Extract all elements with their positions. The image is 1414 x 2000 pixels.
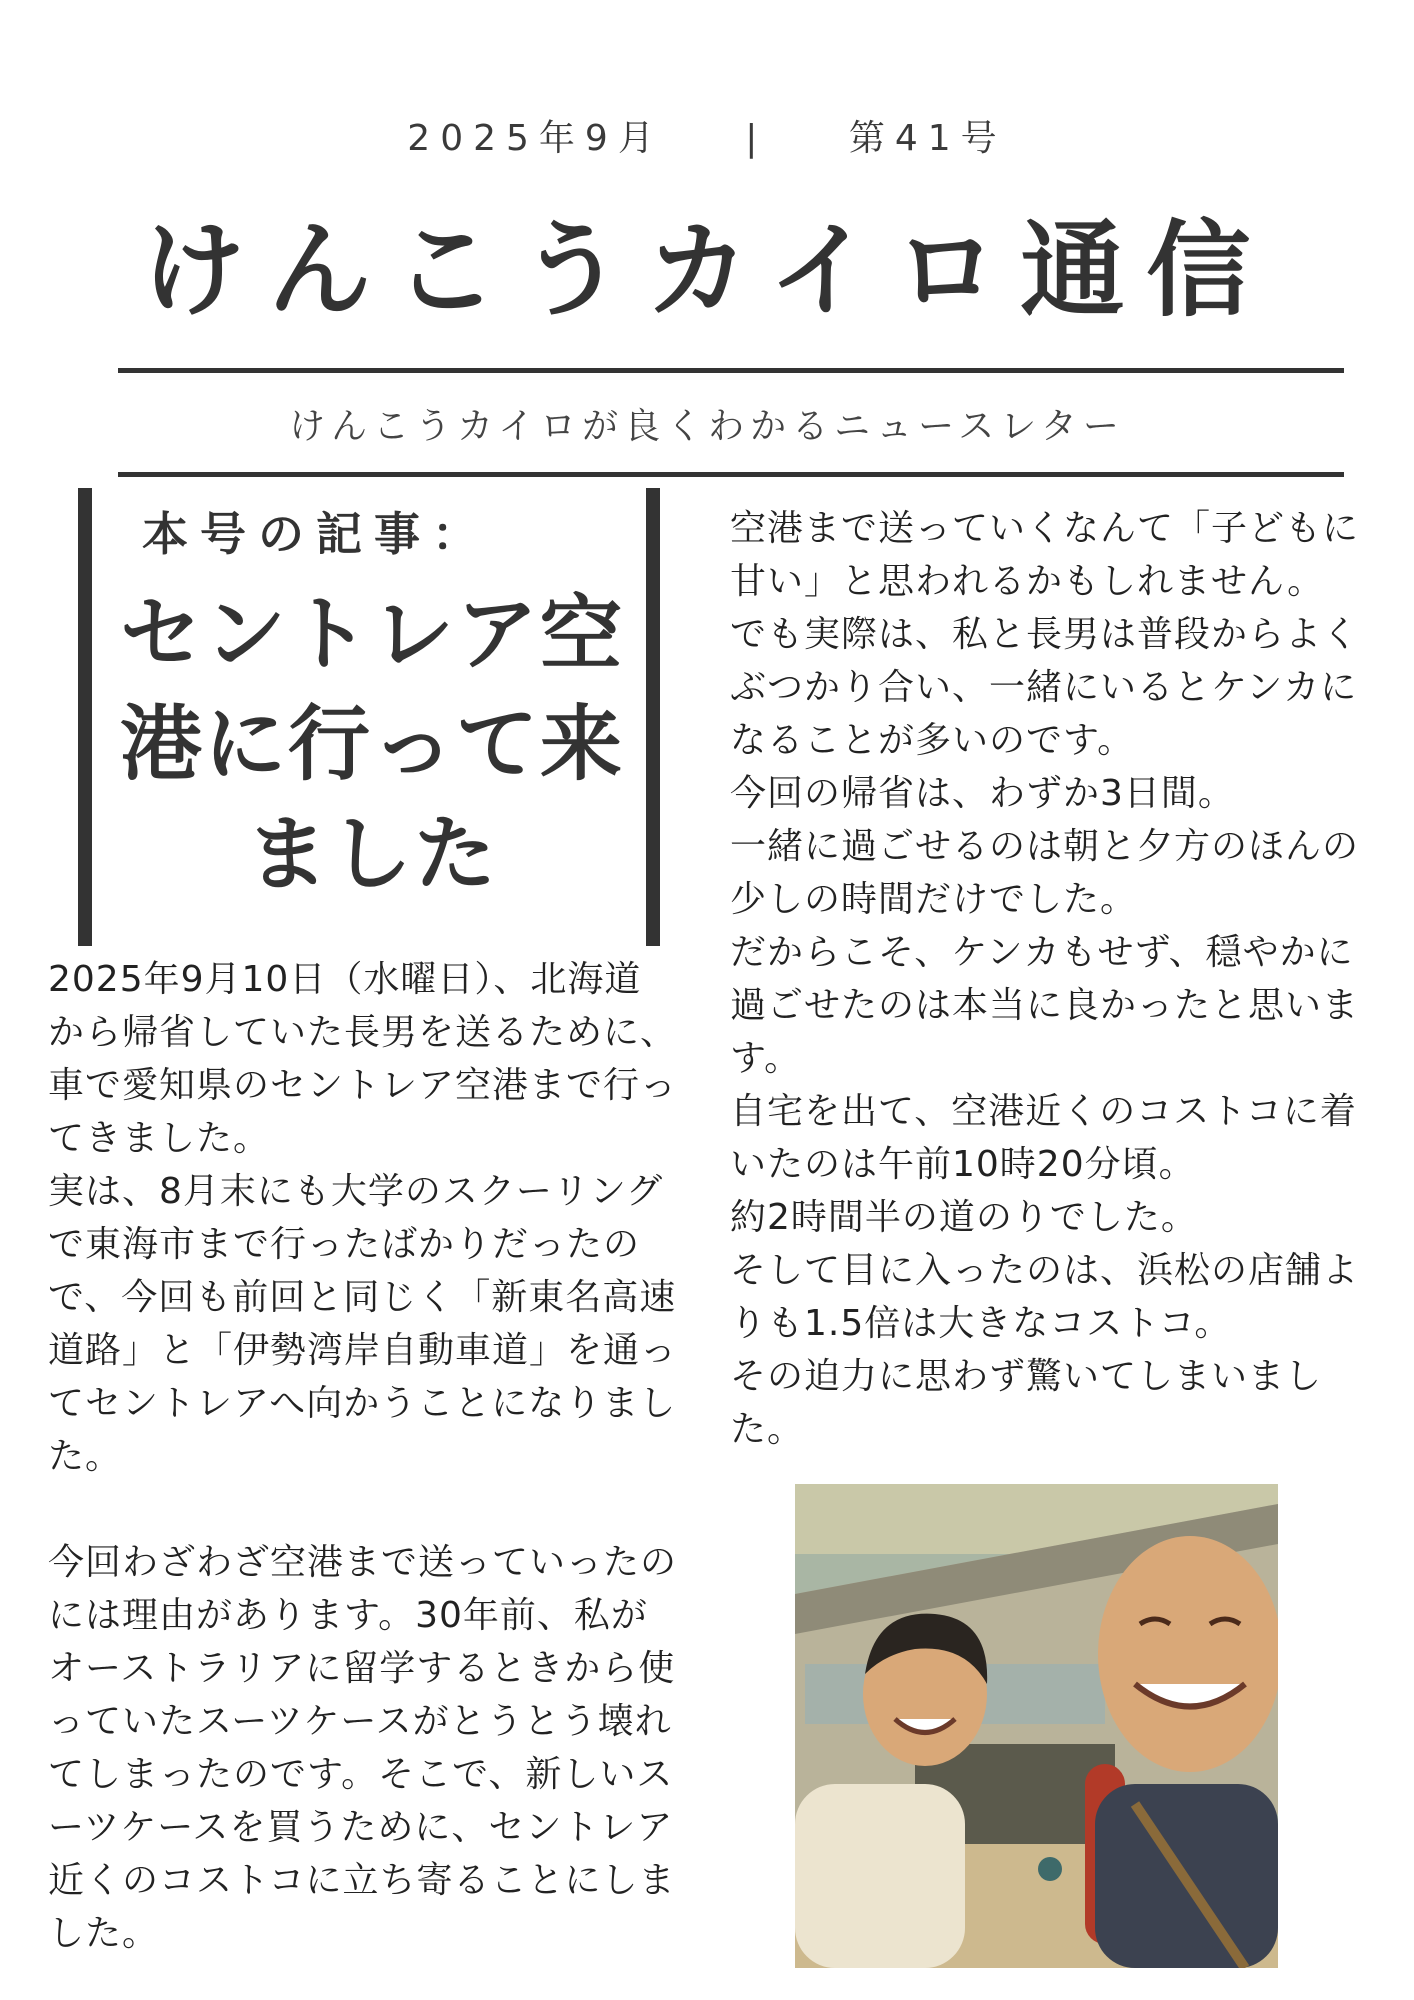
article-paragraph: 自宅を出て、空港近くのコストコに着いたのは午前10時20分頃。 [730,1091,1357,1185]
photo-illustration [795,1484,1278,1968]
feature-title-line: ました [245,807,498,902]
issue-date: 2025年9月 [407,118,664,159]
masthead-title: けんこうカイロ通信 [141,209,1273,331]
article-paragraph: 今回の帰省は、わずか3日間。 [730,773,1235,814]
article-paragraph: だからこそ、ケンカもせず、穏やかに過ごせたのは本当に良かったと思います。 [730,932,1360,1079]
article-paragraph: 今回わざわざ空港まで送っていったのには理由があります。30年前、私がオーストラリアに留学するときから使っていたスーツケースがとうとう壊れてしまったのです。そこで、新しいスーツケースを買うために、セントレア近くのコストコに立ち寄ることにしました。 [48,1542,678,1954]
article-paragraph: 空港まで送っていくなんて「子どもに甘い」と思われるかもしれません。でも実際は、私と長男は普段からよくぶつかり合い、一緒にいるとケンカになることが多いのです。 [730,508,1360,761]
issue-separator: | [745,118,768,159]
feature-box [78,488,660,946]
masthead-rule-bottom [118,472,1344,477]
issue-line [0,110,1414,161]
article-paragraph: 約2時間半の道のりでした。 [730,1197,1198,1238]
feature-title-line: 港に行って来 [119,697,624,792]
issue-number: 第41号 [848,118,1007,159]
right-column [730,502,1360,1456]
photo-illustration-svg [795,1484,1278,1968]
photo-old-man-face [1098,1536,1278,1772]
masthead-rule-top [118,368,1344,373]
paragraph-spacer [48,1483,678,1536]
left-column [48,953,678,1960]
newsletter-subtitle: けんこうカイロが良くわかるニュースレター [289,406,1125,447]
feature-label: 本号の記事： [142,507,490,561]
photo-child-figure [1038,1857,1062,1881]
article-paragraph: そして目に入ったのは、浜松の店舗よりも1.5倍は大きなコストコ。 [730,1250,1360,1344]
article-paragraph: 一緒に過ごせるのは朝と夕方のほんの少しの時間だけでした。 [730,826,1360,920]
feature-title-line: セントレア空 [119,587,624,682]
article-paragraph: 2025年9月10日（水曜日）、北海道から帰省していた長男を送るために、車で愛知県のセントレア空港まで行ってきました。 [48,959,678,1159]
article-paragraph: 実は、8月末にも大学のスクーリングで東海市まで行ったばかりだったので、今回も前回と同じく「新東名高速道路」と「伊勢湾岸自動車道」を通ってセントレアへ向かうことになりました。 [48,1171,678,1477]
article-paragraph: その迫力に思わず驚いてしまいました。 [730,1356,1323,1450]
photo-young-man-shirt [795,1784,965,1968]
feature-title [102,580,642,910]
